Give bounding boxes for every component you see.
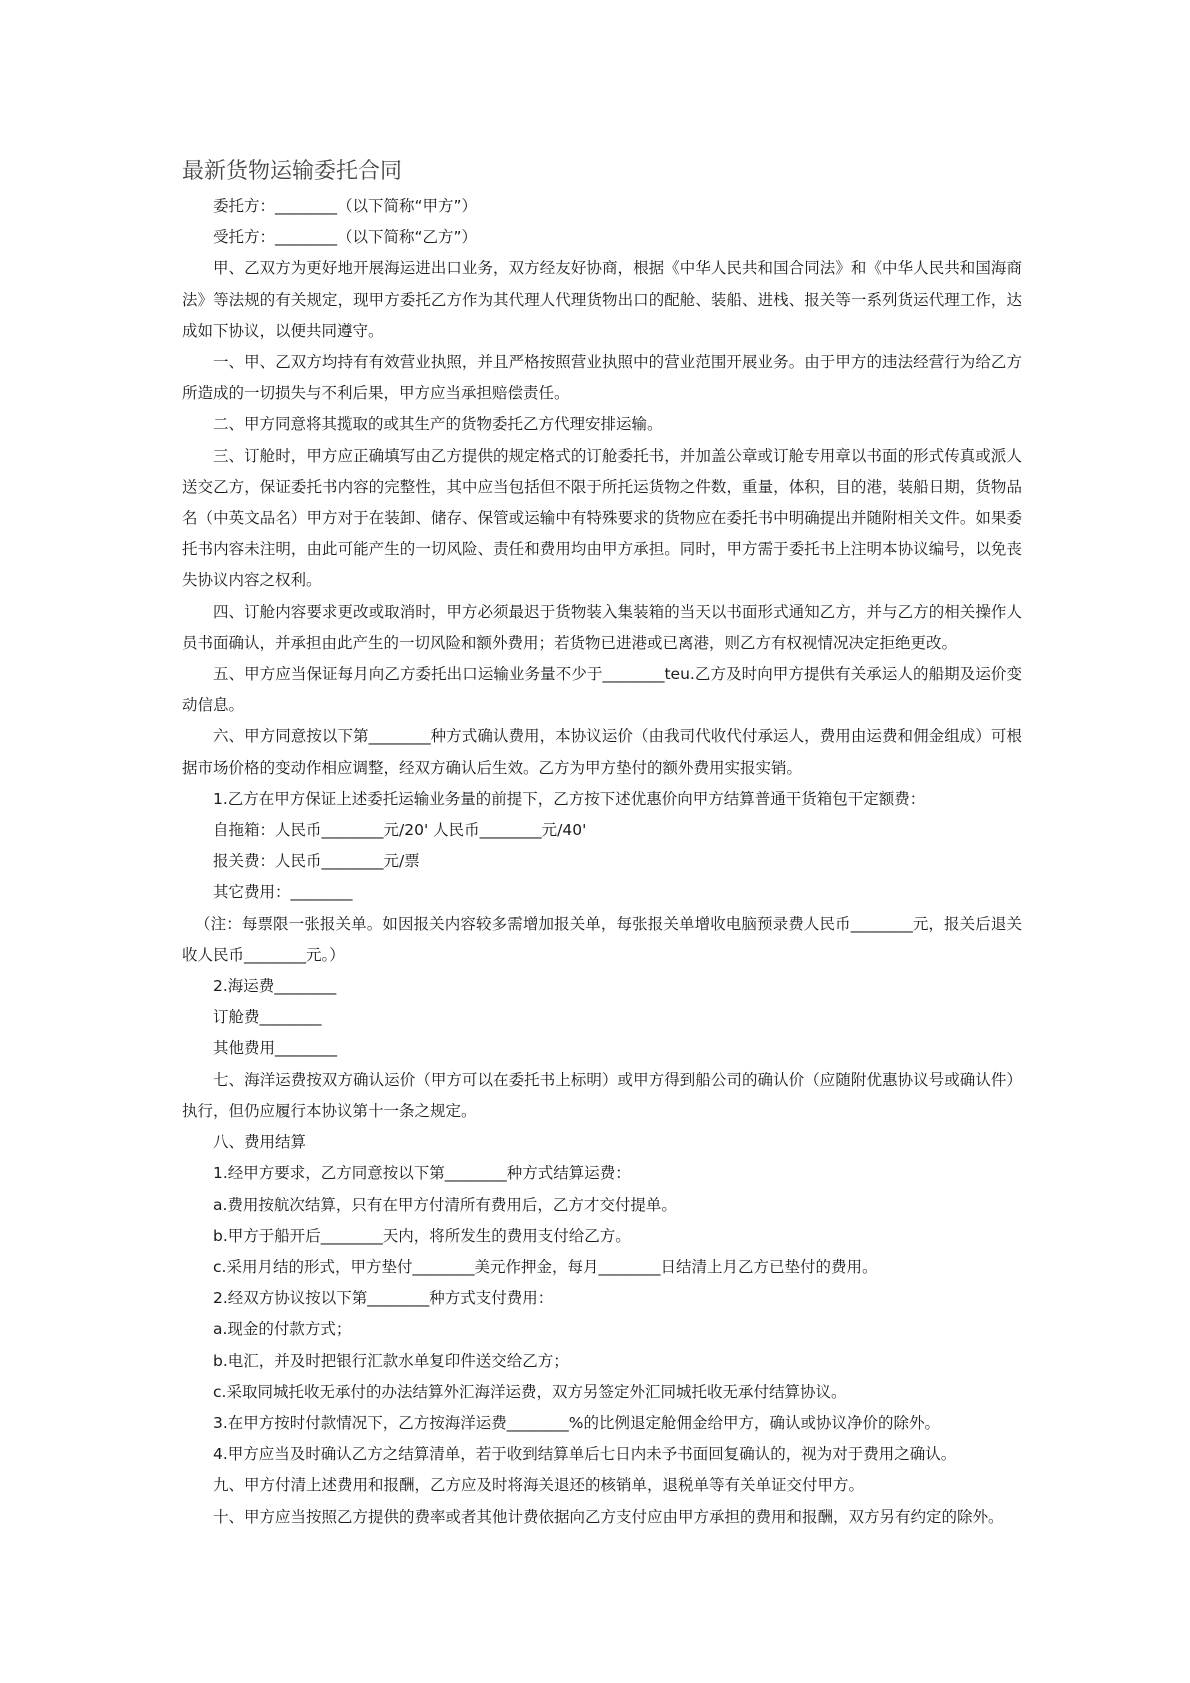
preamble-paragraph: 甲、乙双方为更好地开展海运进出口业务，双方经友好协商，根据《中华人民共和国合同法》和《中华人民共和国海商法》等法规的有关规定，现甲方委托乙方作为其代理人代理货物出口的配舱、装船、进栈、报关等一系列货运代理工作，达成如下协议，以便共同遵守。 — [182, 259, 1022, 340]
clause-8-heading: 八、费用结算 — [213, 1133, 307, 1152]
booking-fee-line: 订舱费________ — [213, 1008, 322, 1027]
misc-fee-line: 其他费用________ — [213, 1039, 338, 1058]
party-b-line: 受托方：________（以下简称“乙方”） — [213, 228, 478, 247]
clause-8-item-1: 1.经甲方要求，乙方同意按以下第________种方式结算运费： — [213, 1164, 631, 1183]
document-title: 最新货物运输委托合同 — [182, 159, 403, 184]
party-a-line: 委托方：________（以下简称“甲方”） — [213, 197, 478, 215]
self-towing-fee-line: 自拖箱：人民币________元/20' 人民币________元/40' — [213, 821, 587, 840]
clause-1: 一、甲、乙双方均持有有效营业执照，并且严格按照营业执照中的营业范围开展业务。由于甲方的违法经营行为给乙方所造成的一切损失与不利后果，甲方应当承担赔偿责任。 — [182, 353, 1022, 403]
clause-9: 九、甲方付清上述费用和报酬，乙方应及时将海关退还的核销单，退税单等有关单证交付甲方。 — [213, 1476, 865, 1495]
clause-7: 七、海洋运费按双方确认运价（甲方可以在委托书上标明）或甲方得到船公司的确认价（应随附优惠协议号或确认件）执行，但仍应履行本协议第十一条之规定。 — [182, 1070, 1022, 1120]
customs-note: （注：每票限一张报关单。如因报关内容较多需增加报关单，每张报关单增收电脑预录费人民币________元，报关后退关收人民币________元。） — [182, 914, 1022, 964]
clause-8-item-2a: a.现金的付款方式； — [213, 1320, 352, 1339]
clause-8-item-1a: a.费用按航次结算，只有在甲方付清所有费用后，乙方才交付提单。 — [213, 1195, 677, 1214]
clause-2: 二、甲方同意将其揽取的或其生产的货物委托乙方代理安排运输。 — [213, 415, 663, 434]
clause-8-item-4: 4.甲方应当及时确认乙方之结算清单，若于收到结算单后七日内未予书面回复确认的，视为对于费用之确认。 — [213, 1445, 957, 1464]
customs-fee-line: 报关费：人民币________元/票 — [213, 852, 420, 871]
clause-10: 十、甲方应当按照乙方提供的费率或者其他计费依据向乙方支付应由甲方承担的费用和报酬，双方另有约定的除外。 — [213, 1507, 1004, 1526]
clause-8-item-1b: b.甲方于船开后________天内，将所发生的费用支付给乙方。 — [213, 1226, 631, 1245]
other-fees-line: 其它费用：________ — [213, 883, 353, 902]
paragraph-list — [182, 191, 1022, 1533]
clause-3: 三、订舱时，甲方应正确填写由乙方提供的规定格式的订舱委托书，并加盖公章或订舱专用章以书面的形式传真或派人送交乙方，保证委托书内容的完整性，其中应当包括但不限于所托运货物之件数，重量，体积，目的港，装船日期，货物品名（中英文品名）甲方对于在装卸、储存、保管或运输中有特殊要求的货物应在委托书中明确提出并随附相关文件。如果委托书内容未注明，由此可能产生的一切风险、责任和费用均由甲方承担。同时，甲方需于委托书上注明本协议编号，以免丧失协议内容之权利。 — [182, 446, 1022, 590]
clause-8-item-2c: c.采取同城托收无承付的办法结算外汇海洋运费，双方另签定外汇同城托收无承付结算协议。 — [213, 1382, 847, 1401]
ocean-freight-line: 2.海运费________ — [213, 977, 337, 996]
clause-8-item-1c: c.采用月结的形式，甲方垫付________美元作押金，每月________日结清上月乙方已垫付的费用。 — [213, 1257, 878, 1276]
clause-6-item-1: 1.乙方在甲方保证上述委托运输业务量的前提下，乙方按下述优惠价向甲方结算普通干货箱包干定额费： — [213, 789, 926, 808]
document-body — [182, 157, 1022, 1533]
clause-8-item-2: 2.经双方协议按以下第________种方式支付费用： — [213, 1289, 554, 1308]
clause-8-item-2b: b.电汇，并及时把银行汇款水单复印件送交给乙方； — [213, 1351, 569, 1370]
clause-4: 四、订舱内容要求更改或取消时，甲方必须最迟于货物装入集装箱的当天以书面形式通知乙方，并与乙方的相关操作人员书面确认，并承担由此产生的一切风险和额外费用；若货物已进港或已离港，则乙方有权视情况决定拒绝更改。 — [182, 602, 1022, 652]
clause-8-item-3: 3.在甲方按时付款情况下，乙方按海洋运费________%的比例退定舱佣金给甲方，确认或协议净价的除外。 — [213, 1413, 941, 1432]
clause-6: 六、甲方同意按以下第________种方式确认费用，本协议运价（由我司代收代付承运人，费用由运费和佣金组成）可根据市场价格的变动作相应调整，经双方确认后生效。乙方为甲方垫付的额外费用实报实销。 — [182, 727, 1022, 777]
clause-5: 五、甲方应当保证每月向乙方委托出口运输业务量不少于________teu.乙方及时向甲方提供有关承运人的船期及运价变动信息。 — [182, 665, 1022, 715]
